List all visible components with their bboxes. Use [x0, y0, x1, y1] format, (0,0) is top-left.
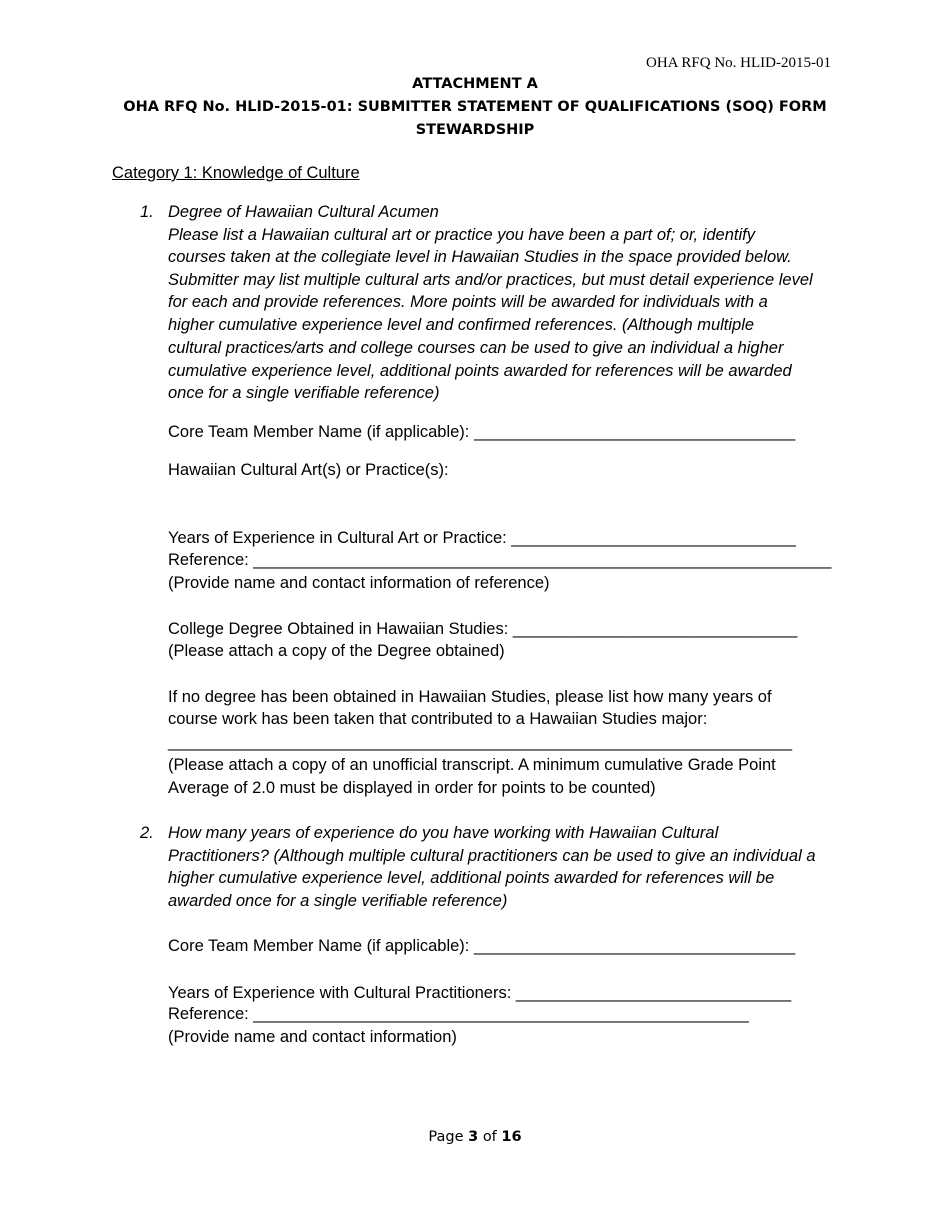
item1-degree-field[interactable]: College Degree Obtained in Hawaiian Studies: _______________________________ [168, 620, 798, 638]
item1-degree-note: (Please attach a copy of the Degree obtained) [168, 642, 505, 660]
page-number [0, 1129, 950, 1145]
item1-reference-field[interactable]: Reference: _______________________________________________________________ [168, 551, 832, 569]
item2-number: 2. [140, 824, 154, 842]
item2-text-line: How many years of experience do you have working with Hawaiian Cultural [168, 824, 719, 842]
item1-transcript-note: (Please attach a copy of an unofficial transcript. A minimum cumulative Grade Point [168, 756, 776, 774]
item1-text-line: cultural practices/arts and college courses can be used to give an individual a higher [168, 339, 784, 357]
item2-text-line: higher cumulative experience level, additional points awarded for references will be [168, 869, 775, 887]
title-attachment: ATTACHMENT A [412, 76, 538, 92]
title-stewardship: STEWARDSHIP [415, 122, 535, 138]
item1-core-member-field[interactable]: Core Team Member Name (if applicable): ___________________________________ [168, 423, 796, 441]
item1-reference-note: (Provide name and contact information of reference) [168, 574, 550, 592]
page-total: 16 [501, 1129, 522, 1145]
item2-text-line: awarded once for a single verifiable reference) [168, 892, 508, 910]
item1-no-degree-text: course work has been taken that contributed to a Hawaiian Studies major: [168, 710, 708, 728]
item1-heading: Degree of Hawaiian Cultural Acumen [168, 203, 439, 221]
item2-text-line: Practitioners? (Although multiple cultural practitioners can be used to give an individual a [168, 847, 816, 865]
item1-text-line: courses taken at the collegiate level in Hawaiian Studies in the space provided below. [168, 248, 792, 266]
item1-cultural-art-label: Hawaiian Cultural Art(s) or Practice(s): [168, 461, 449, 479]
item1-text-line: for each and provide references. More points will be awarded for individuals with a [168, 293, 768, 311]
item1-text-line: cumulative experience level, additional points awarded for references will be awarded [168, 362, 792, 380]
item1-text-line: Submitter may list multiple cultural arts and/or practices, but must detail experience level [168, 271, 813, 289]
page-current: 3 [468, 1129, 479, 1145]
item2-reference-field[interactable]: Reference: ______________________________________________________ [168, 1005, 749, 1023]
item2-years-practitioners-field[interactable]: Years of Experience with Cultural Practitioners: ______________________________ [168, 984, 792, 1002]
header-rfq-number: OHA RFQ No. HLID-2015-01 [646, 55, 831, 71]
item2-core-member-field[interactable]: Core Team Member Name (if applicable): ___________________________________ [168, 937, 796, 955]
item2-reference-note: (Provide name and contact information) [168, 1028, 457, 1046]
item1-years-experience-field[interactable]: Years of Experience in Cultural Art or Practice: _______________________________ [168, 529, 796, 547]
item1-text-line: Please list a Hawaiian cultural art or practice you have been a part of; or, identify [168, 226, 755, 244]
item1-no-degree-blank[interactable]: ____________________________________________________________________ [168, 733, 793, 751]
page-of: of [482, 1129, 497, 1145]
item1-no-degree-text: If no degree has been obtained in Hawaiian Studies, please list how many years of [168, 688, 772, 706]
item1-number: 1. [140, 203, 154, 221]
title-form: OHA RFQ No. HLID-2015-01: SUBMITTER STATEMENT OF QUALIFICATIONS (SOQ) FORM [123, 99, 827, 115]
item1-transcript-note: Average of 2.0 must be displayed in order for points to be counted) [168, 779, 656, 797]
category-heading: Category 1: Knowledge of Culture [112, 164, 360, 182]
item1-text-line: higher cumulative experience level and confirmed references. (Although multiple [168, 316, 755, 334]
page-label: Page [428, 1129, 464, 1145]
item1-text-line: once for a single verifiable reference) [168, 384, 440, 402]
